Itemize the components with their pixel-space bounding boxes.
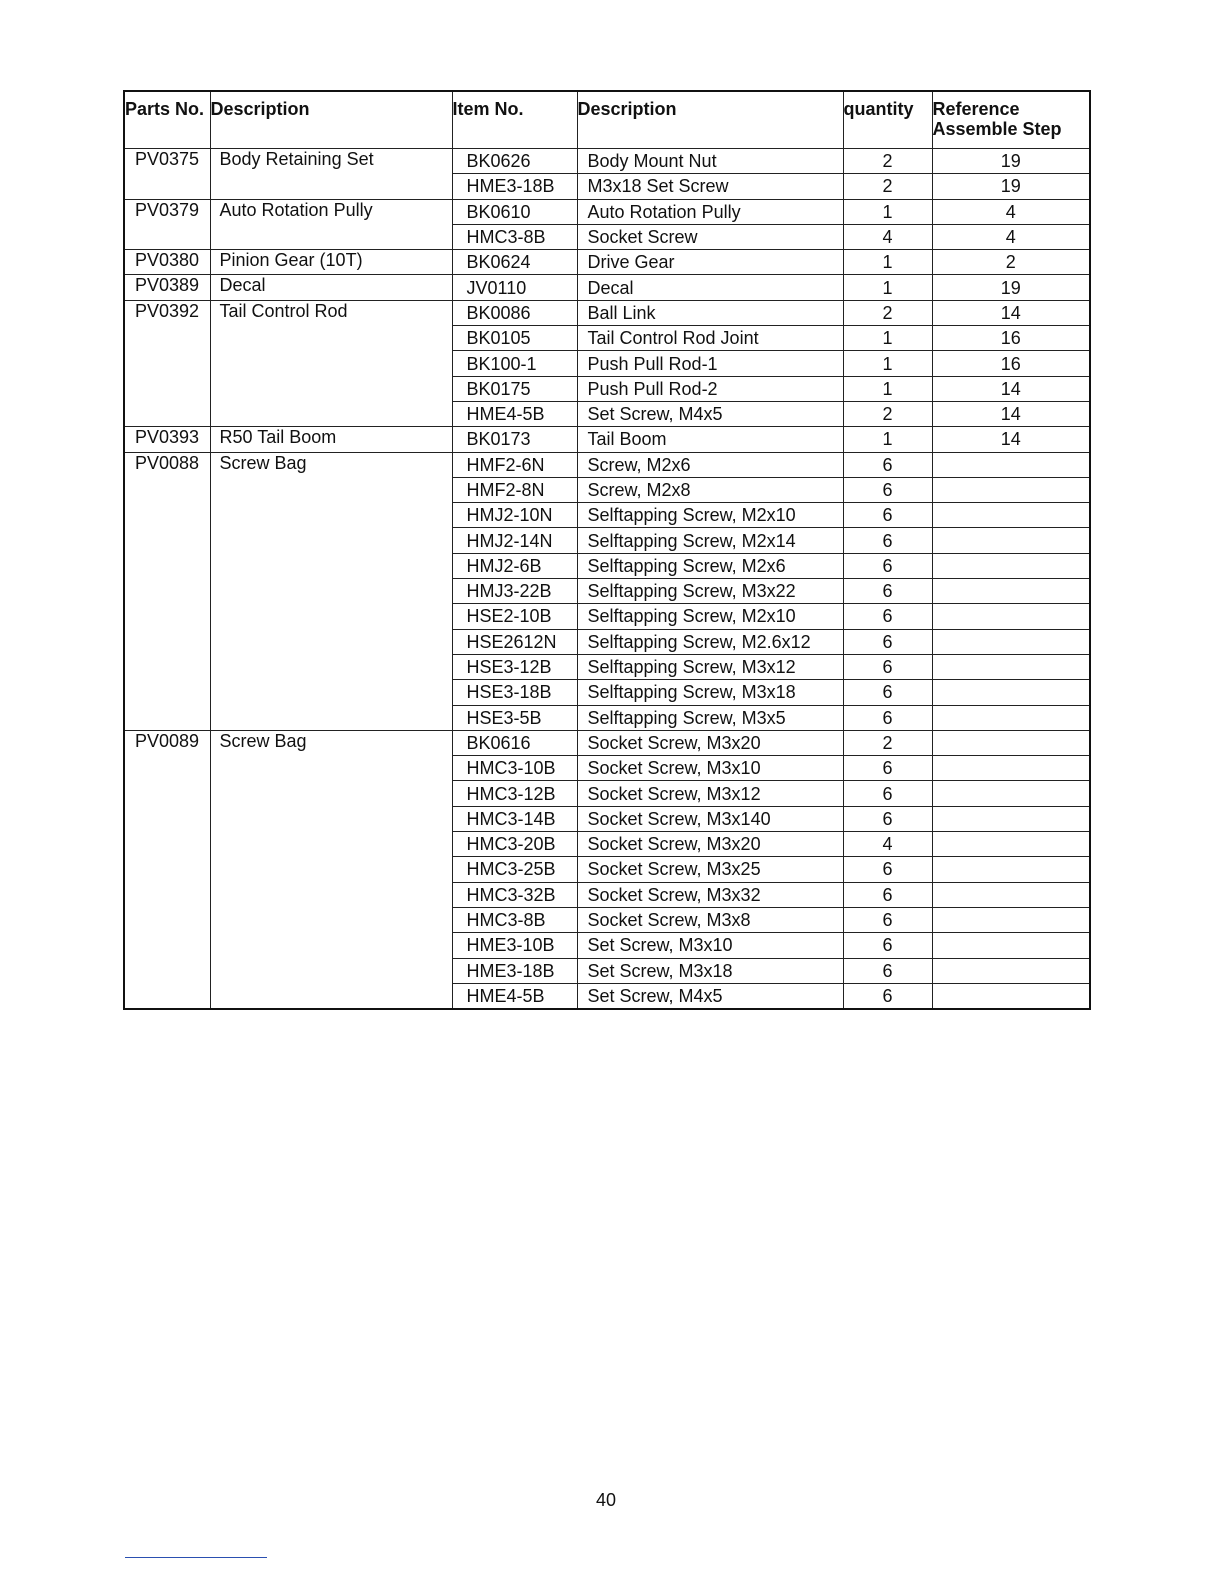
cell-reference: [932, 579, 1090, 604]
cell-item-description: Selftapping Screw, M2x10: [577, 503, 843, 528]
cell-item-description: Tail Boom: [577, 427, 843, 452]
cell-item-no: BK0086: [452, 300, 577, 325]
cell-quantity: 6: [843, 654, 932, 679]
header-quantity: quantity: [843, 91, 932, 149]
cell-quantity: 6: [843, 806, 932, 831]
cell-item-no: HMJ3-22B: [452, 579, 577, 604]
cell-quantity: 6: [843, 907, 932, 932]
cell-reference: [932, 680, 1090, 705]
cell-reference: 14: [932, 376, 1090, 401]
cell-quantity: 6: [843, 604, 932, 629]
cell-item-no: HME4-5B: [452, 983, 577, 1009]
cell-reference: [932, 781, 1090, 806]
cell-item-no: HME3-18B: [452, 174, 577, 199]
table-row: [124, 427, 1090, 452]
cell-reference: 4: [932, 199, 1090, 224]
cell-item-description: Set Screw, M3x18: [577, 958, 843, 983]
cell-reference: [932, 857, 1090, 882]
cell-item-description: Selftapping Screw, M3x5: [577, 705, 843, 730]
cell-parts-no: PV0389: [124, 275, 210, 300]
cell-item-no: HME4-5B: [452, 401, 577, 426]
header-item-no: Item No.: [452, 91, 577, 149]
cell-parts-no: PV0392: [124, 300, 210, 426]
cell-item-description: Socket Screw, M3x20: [577, 730, 843, 755]
cell-item-description: Socket Screw, M3x10: [577, 756, 843, 781]
cell-description: Tail Control Rod: [210, 300, 452, 426]
cell-item-no: BK0624: [452, 250, 577, 275]
cell-parts-no: PV0088: [124, 452, 210, 730]
header-row: [124, 91, 1090, 149]
cell-item-no: HSE2612N: [452, 629, 577, 654]
cell-item-no: HSE2-10B: [452, 604, 577, 629]
table-row: [124, 275, 1090, 300]
cell-item-description: Socket Screw, M3x20: [577, 832, 843, 857]
cell-reference: [932, 553, 1090, 578]
cell-item-description: Selftapping Screw, M3x22: [577, 579, 843, 604]
cell-reference: 4: [932, 224, 1090, 249]
cell-item-description: M3x18 Set Screw: [577, 174, 843, 199]
cell-item-no: HMC3-14B: [452, 806, 577, 831]
cell-quantity: 1: [843, 427, 932, 452]
cell-reference: [932, 629, 1090, 654]
cell-item-description: Socket Screw, M3x8: [577, 907, 843, 932]
cell-reference: 16: [932, 351, 1090, 376]
cell-reference: [932, 806, 1090, 831]
cell-quantity: 6: [843, 528, 932, 553]
cell-description: R50 Tail Boom: [210, 427, 452, 452]
cell-reference: [932, 654, 1090, 679]
cell-parts-no: PV0375: [124, 149, 210, 200]
cell-item-no: HMF2-8N: [452, 477, 577, 502]
cell-reference: [932, 452, 1090, 477]
cell-item-description: Socket Screw: [577, 224, 843, 249]
cell-quantity: 6: [843, 857, 932, 882]
cell-item-description: Selftapping Screw, M2x10: [577, 604, 843, 629]
footer-line: [125, 1557, 267, 1558]
cell-quantity: 2: [843, 174, 932, 199]
table-row: [124, 730, 1090, 755]
cell-quantity: 1: [843, 326, 932, 351]
cell-description: Auto Rotation Pully: [210, 199, 452, 250]
cell-quantity: 1: [843, 376, 932, 401]
cell-item-no: JV0110: [452, 275, 577, 300]
cell-reference: 14: [932, 427, 1090, 452]
cell-item-no: HMC3-20B: [452, 832, 577, 857]
cell-description: Pinion Gear (10T): [210, 250, 452, 275]
cell-reference: [932, 528, 1090, 553]
cell-reference: [932, 907, 1090, 932]
cell-item-description: Selftapping Screw, M3x12: [577, 654, 843, 679]
cell-quantity: 6: [843, 629, 932, 654]
cell-quantity: 6: [843, 553, 932, 578]
page-number: 40: [595, 1490, 617, 1510]
cell-item-description: Ball Link: [577, 300, 843, 325]
header-parts-no: Parts No.: [124, 91, 210, 149]
cell-quantity: 6: [843, 705, 932, 730]
table-body: [124, 149, 1090, 1010]
table-row: [124, 250, 1090, 275]
cell-description: Body Retaining Set: [210, 149, 452, 200]
cell-item-no: HMC3-32B: [452, 882, 577, 907]
header-description: Description: [210, 91, 452, 149]
cell-item-no: HMC3-8B: [452, 224, 577, 249]
cell-quantity: 1: [843, 250, 932, 275]
cell-quantity: 2: [843, 300, 932, 325]
cell-item-description: Screw, M2x6: [577, 452, 843, 477]
cell-item-description: Set Screw, M4x5: [577, 401, 843, 426]
cell-item-description: Socket Screw, M3x25: [577, 857, 843, 882]
cell-description: Screw Bag: [210, 730, 452, 1009]
cell-quantity: 6: [843, 579, 932, 604]
cell-reference: 14: [932, 300, 1090, 325]
cell-item-description: Push Pull Rod-1: [577, 351, 843, 376]
cell-item-no: BK0175: [452, 376, 577, 401]
cell-parts-no: PV0380: [124, 250, 210, 275]
cell-parts-no: PV0393: [124, 427, 210, 452]
cell-item-description: Socket Screw, M3x140: [577, 806, 843, 831]
cell-quantity: 6: [843, 477, 932, 502]
table-row: [124, 199, 1090, 224]
cell-quantity: 4: [843, 832, 932, 857]
cell-quantity: 6: [843, 680, 932, 705]
cell-item-no: HMC3-12B: [452, 781, 577, 806]
cell-item-description: Screw, M2x8: [577, 477, 843, 502]
cell-item-no: HSE3-5B: [452, 705, 577, 730]
cell-item-no: HSE3-12B: [452, 654, 577, 679]
parts-table: [123, 90, 1091, 1010]
cell-quantity: 1: [843, 199, 932, 224]
cell-item-description: Set Screw, M3x10: [577, 933, 843, 958]
cell-reference: 19: [932, 275, 1090, 300]
cell-quantity: 6: [843, 933, 932, 958]
cell-reference: 19: [932, 174, 1090, 199]
cell-reference: 19: [932, 149, 1090, 174]
cell-item-no: BK0616: [452, 730, 577, 755]
cell-quantity: 6: [843, 781, 932, 806]
cell-item-no: BK0610: [452, 199, 577, 224]
cell-quantity: 6: [843, 958, 932, 983]
cell-quantity: 2: [843, 401, 932, 426]
cell-quantity: 2: [843, 730, 932, 755]
cell-item-no: HME3-18B: [452, 958, 577, 983]
header-reference-line1: Reference: [932, 99, 1020, 119]
cell-reference: [932, 958, 1090, 983]
header-reference-line2: Assemble Step: [932, 119, 1062, 139]
cell-reference: [932, 983, 1090, 1009]
cell-reference: 14: [932, 401, 1090, 426]
cell-item-no: HSE3-18B: [452, 680, 577, 705]
cell-parts-no: PV0379: [124, 199, 210, 250]
cell-reference: [932, 604, 1090, 629]
cell-reference: [932, 756, 1090, 781]
cell-description: Screw Bag: [210, 452, 452, 730]
cell-item-description: Set Screw, M4x5: [577, 983, 843, 1009]
cell-item-description: Selftapping Screw, M2.6x12: [577, 629, 843, 654]
cell-item-no: BK100-1: [452, 351, 577, 376]
cell-quantity: 6: [843, 452, 932, 477]
cell-reference: [932, 705, 1090, 730]
table-row: [124, 149, 1090, 174]
cell-reference: [932, 503, 1090, 528]
cell-reference: [932, 882, 1090, 907]
cell-item-no: HME3-10B: [452, 933, 577, 958]
cell-item-description: Socket Screw, M3x12: [577, 781, 843, 806]
cell-item-no: BK0105: [452, 326, 577, 351]
cell-item-description: Decal: [577, 275, 843, 300]
cell-item-no: HMJ2-6B: [452, 553, 577, 578]
cell-item-description: Push Pull Rod-2: [577, 376, 843, 401]
cell-item-no: HMC3-10B: [452, 756, 577, 781]
cell-item-description: Auto Rotation Pully: [577, 199, 843, 224]
cell-item-no: HMJ2-10N: [452, 503, 577, 528]
cell-reference: 2: [932, 250, 1090, 275]
cell-quantity: 1: [843, 275, 932, 300]
cell-quantity: 6: [843, 983, 932, 1009]
cell-item-description: Socket Screw, M3x32: [577, 882, 843, 907]
cell-quantity: 6: [843, 756, 932, 781]
cell-reference: [932, 730, 1090, 755]
cell-item-description: Selftapping Screw, M2x6: [577, 553, 843, 578]
cell-quantity: 2: [843, 149, 932, 174]
cell-item-description: Drive Gear: [577, 250, 843, 275]
table-row: [124, 452, 1090, 477]
cell-quantity: 4: [843, 224, 932, 249]
table-row: [124, 300, 1090, 325]
header-item-description: Description: [577, 91, 843, 149]
cell-item-no: BK0626: [452, 149, 577, 174]
cell-item-no: BK0173: [452, 427, 577, 452]
cell-item-description: Selftapping Screw, M2x14: [577, 528, 843, 553]
cell-description: Decal: [210, 275, 452, 300]
cell-item-description: Tail Control Rod Joint: [577, 326, 843, 351]
cell-quantity: 6: [843, 503, 932, 528]
header-reference: [932, 91, 1090, 149]
cell-quantity: 1: [843, 351, 932, 376]
cell-quantity: 6: [843, 882, 932, 907]
cell-item-no: HMC3-8B: [452, 907, 577, 932]
cell-reference: [932, 832, 1090, 857]
cell-reference: 16: [932, 326, 1090, 351]
cell-parts-no: PV0089: [124, 730, 210, 1009]
cell-item-description: Body Mount Nut: [577, 149, 843, 174]
cell-reference: [932, 933, 1090, 958]
cell-item-no: HMF2-6N: [452, 452, 577, 477]
cell-item-description: Selftapping Screw, M3x18: [577, 680, 843, 705]
cell-reference: [932, 477, 1090, 502]
cell-item-no: HMJ2-14N: [452, 528, 577, 553]
cell-item-no: HMC3-25B: [452, 857, 577, 882]
